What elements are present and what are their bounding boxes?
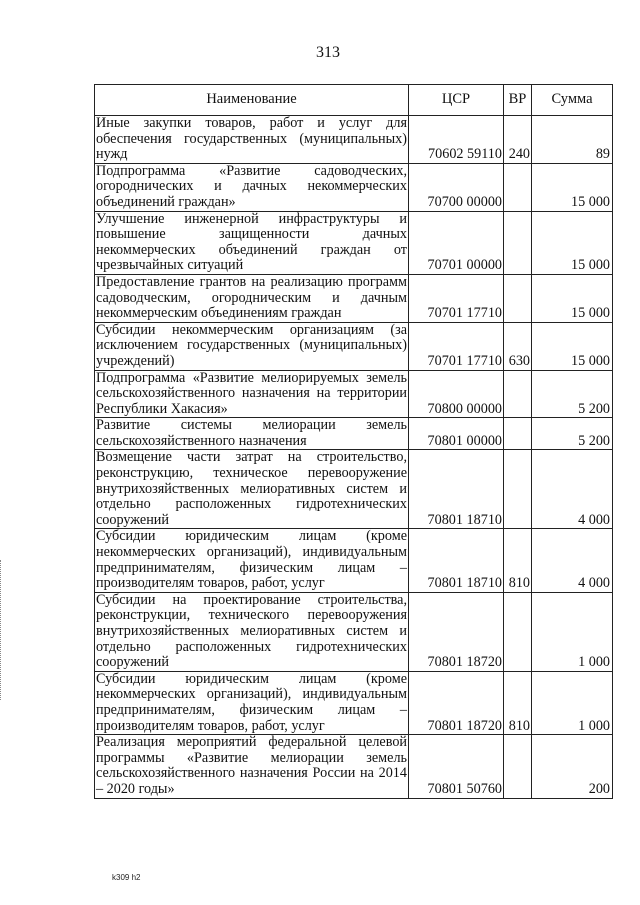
table-row [95,735,613,798]
row-vr [504,163,532,211]
row-vr [504,211,532,274]
row-vr: 810 [504,671,532,734]
row-vr: 630 [504,322,532,370]
header-csr: ЦСР [409,85,504,116]
row-vr [504,418,532,450]
table-row [95,418,613,450]
header-vr: ВР [504,85,532,116]
row-name: Подпрограмма «Развитие мелиорируемых земель сельскохозяйственного назначения на территории Республики Хакасия» [96,370,407,417]
row-csr: 70801 18720 [409,592,504,671]
row-vr [504,735,532,798]
table-row [95,211,613,274]
row-sum: 15 000 [532,163,613,211]
row-name: Субсидии на проектирование строительства, реконструкции, технического перевооружения внутрихозяйственных мелиоративных систем и отдельно расположенных гидротехнических сооружений [96,592,407,671]
table-row [95,322,613,370]
row-name: Возмещение части затрат на строительство, реконструкцию, техническое перевооружение внутрихозяйственных мелиоративных систем и отдельно расположенных гидротехнических сооружений [96,449,407,528]
row-sum: 200 [532,735,613,798]
row-name: Подпрограмма «Развитие садоводческих, огороднических и дачных некоммерческих объединений граждан» [96,163,407,210]
page-number: 313 [316,44,340,61]
row-vr [504,274,532,322]
row-sum: 15 000 [532,211,613,274]
table-header-row [95,85,613,116]
row-name: Предоставление грантов на реализацию программ садоводческим, огородническим и дачным некоммерческим объединениям граждан [96,274,407,322]
row-name: Субсидии некоммерческим организациям (за исключением государственных (муниципальных) учреждений) [96,322,407,369]
row-csr: 70602 59110 [409,116,504,164]
row-vr: 810 [504,529,532,592]
row-csr: 70701 17710 [409,274,504,322]
row-sum: 4 000 [532,450,613,529]
table-row [95,274,613,322]
row-name: Улучшение инженерной инфраструктуры и повышение защищенности дачных некоммерческих объединений граждан от чрезвычайных ситуаций [96,211,407,274]
row-sum: 1 000 [532,671,613,734]
row-sum: 5 200 [532,418,613,450]
row-vr [504,450,532,529]
row-sum: 4 000 [532,529,613,592]
footer-code: k309 h2 [112,873,141,882]
row-csr: 70800 00000 [409,370,504,418]
row-name: Развитие системы мелиорации земель сельскохозяйственного назначения [96,417,407,449]
row-vr [504,592,532,671]
margin-dotted-line [0,560,4,700]
header-sum: Сумма [532,85,613,116]
budget-table [94,84,613,799]
row-name: Субсидии юридическим лицам (кроме некоммерческих организаций), индивидуальным предпринимателям, физическим лицам – производителям товаров, работ, услуг [96,671,407,734]
row-vr: 240 [504,116,532,164]
table-row [95,116,613,164]
row-csr: 70700 00000 [409,163,504,211]
table-row [95,529,613,592]
row-vr [504,370,532,418]
header-name: Наименование [95,85,409,116]
row-name: Субсидии юридическим лицам (кроме некоммерческих организаций), индивидуальным предпринимателям, физическим лицам – производителям товаров, работ, услуг [96,528,407,592]
table-row [95,370,613,418]
row-csr: 70701 00000 [409,211,504,274]
table-row [95,450,613,529]
row-sum: 15 000 [532,322,613,370]
row-csr: 70701 17710 [409,322,504,370]
table-row [95,163,613,211]
row-name: Иные закупки товаров, работ и услуг для обеспечения государственных (муниципальных) нужд [96,115,407,163]
row-csr: 70801 18710 [409,450,504,529]
row-sum: 1 000 [532,592,613,671]
row-csr: 70801 50760 [409,735,504,798]
row-csr: 70801 18710 [409,529,504,592]
row-csr: 70801 18720 [409,671,504,734]
row-name: Реализация мероприятий федеральной целевой программы «Развитие мелиорации земель сельскохозяйственного назначения России на 2014 – 2020 годы» [96,734,407,797]
table-row [95,671,613,734]
row-sum: 5 200 [532,370,613,418]
row-sum: 89 [532,116,613,164]
row-sum: 15 000 [532,274,613,322]
row-csr: 70801 00000 [409,418,504,450]
table-row [95,592,613,671]
